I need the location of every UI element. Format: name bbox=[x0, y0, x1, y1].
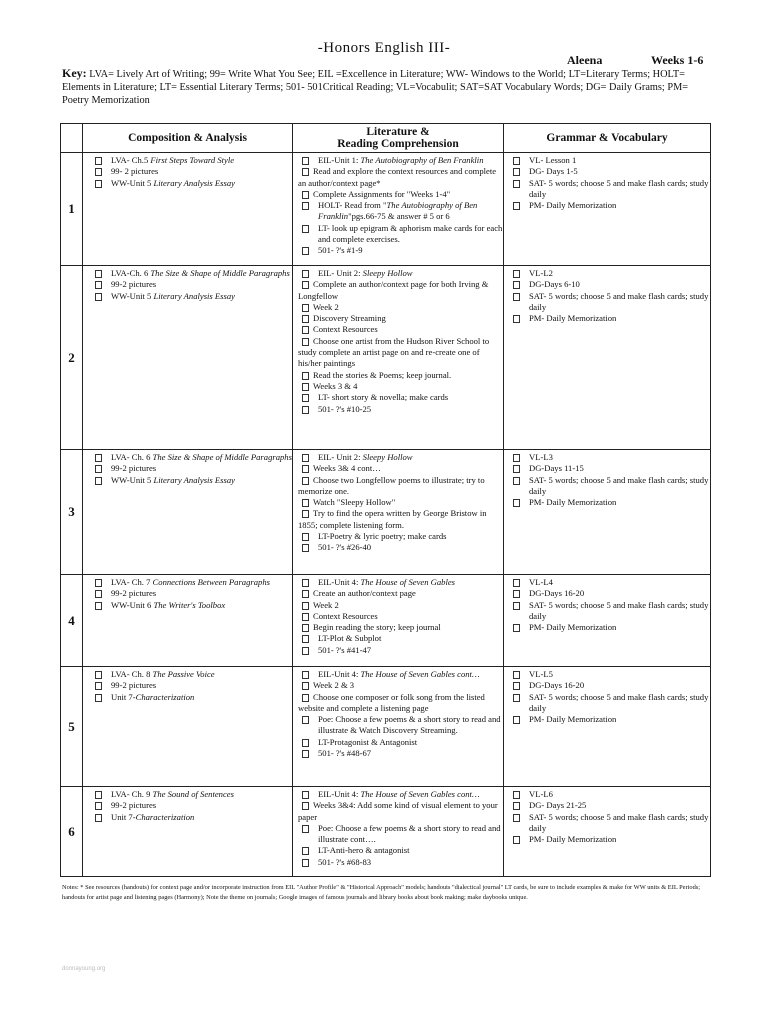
checklist-item bbox=[293, 857, 503, 868]
item-text: Weeks 3&4: Add some kind of visual element to your paper bbox=[298, 800, 498, 822]
item-text: Week 2 bbox=[313, 599, 339, 610]
week-number: 2 bbox=[61, 266, 83, 450]
item-text: Weeks 3 & 4 bbox=[313, 380, 358, 391]
checklist-item bbox=[293, 370, 503, 381]
item-text: Complete Assignments for "Weeks 1-4" bbox=[313, 188, 451, 199]
checklist-item bbox=[293, 542, 503, 553]
checklist-item: PM- Daily Memorization bbox=[504, 834, 710, 845]
composition-cell bbox=[83, 787, 293, 877]
weeks-range: Weeks 1-6 bbox=[651, 53, 704, 67]
key-text: LVA= Lively Art of Writing; 99= Write What You See; EIL =Excellence in Literature; WW- Windows to the World; LT=Literary Terms; HOLT= Elements in Literature; LT= Essential Literary Terms; 501- 501Critical Reading; VL=Vocabulit; SAT=SAT Vocabulary Words; DG= Daily Grams; PM= Poetry Memorization bbox=[62, 69, 689, 106]
week-row bbox=[61, 153, 711, 266]
item-text: Week 2 & 3 bbox=[313, 680, 355, 691]
item-text: EIL-Unit 4: bbox=[318, 669, 361, 679]
grammar-cell bbox=[504, 450, 711, 575]
item-text: Context Resources bbox=[313, 610, 378, 621]
checklist-item: SAT- 5 words; choose 5 and make flash cards; study daily bbox=[504, 178, 710, 201]
checklist-item bbox=[83, 789, 292, 800]
checklist-item bbox=[293, 622, 503, 633]
week-number: 5 bbox=[61, 667, 83, 787]
checklist-item bbox=[293, 336, 503, 370]
item-text: 99-2 pictures bbox=[111, 463, 157, 474]
checklist-item bbox=[293, 223, 503, 246]
week-row bbox=[61, 575, 711, 667]
checklist-item: SAT- 5 words; choose 5 and make flash cards; study daily bbox=[504, 291, 710, 314]
item-title: Literary Analysis Essay bbox=[153, 177, 235, 188]
item-text: LT-Poetry & lyric poetry; make cards bbox=[318, 531, 447, 542]
week-number: 6 bbox=[61, 787, 83, 877]
item-text: HOLT- Read from " bbox=[318, 200, 387, 211]
item-text: 501- ?'s #41-47 bbox=[318, 644, 372, 655]
item-text: WW-Unit 5 bbox=[111, 290, 154, 301]
checklist-item bbox=[293, 302, 503, 313]
checklist-item: DG- Days 21-25 bbox=[504, 800, 710, 811]
item-text: 99-2 pictures bbox=[111, 680, 157, 691]
checklist-item: VL-L2 bbox=[504, 268, 710, 279]
item-title: Characterization bbox=[135, 691, 195, 702]
schedule-table bbox=[60, 123, 711, 877]
checklist-item: DG-Days 16-20 bbox=[504, 588, 710, 599]
item-text: 99-2 pictures bbox=[111, 800, 157, 811]
item-text: 99-2 pictures bbox=[111, 588, 157, 599]
item-title: The Size & Shape of Middle Paragraphs bbox=[152, 452, 292, 462]
checklist-item bbox=[293, 475, 503, 498]
item-title: The House of Seven Gables bbox=[360, 577, 455, 587]
checklist-item bbox=[83, 475, 292, 486]
item-text: LVA- Ch. 6 bbox=[111, 452, 153, 462]
checklist-item: SAT- 5 words; choose 5 and make flash cards; study daily bbox=[504, 475, 710, 498]
checklist-item: SAT- 5 words; choose 5 and make flash cards; study daily bbox=[504, 692, 710, 715]
composition-cell bbox=[83, 450, 293, 575]
checklist-item: DG- Days 1-5 bbox=[504, 166, 710, 177]
checklist-item bbox=[293, 680, 503, 691]
checklist-item bbox=[83, 291, 292, 302]
checklist-item: VL-L4 bbox=[504, 577, 710, 588]
item-text: 501- ?'s #1-9 bbox=[318, 245, 363, 256]
week-number: 4 bbox=[61, 575, 83, 667]
checklist-item bbox=[293, 531, 503, 542]
literature-header-line1: Literature & bbox=[366, 126, 430, 138]
item-text: Weeks 3& 4 cont… bbox=[313, 463, 381, 474]
week-header bbox=[61, 124, 83, 153]
literature-header bbox=[293, 124, 504, 153]
item-title: The House of Seven Gables cont… bbox=[360, 669, 480, 679]
checklist-item bbox=[293, 800, 503, 823]
item-text: EIL- Unit 2: bbox=[318, 452, 363, 462]
item-text: EIL-Unit 1: bbox=[318, 155, 361, 165]
checklist-item: VL- Lesson 1 bbox=[504, 155, 710, 166]
item-text: "pgs.66-75 & answer # 5 or 6 bbox=[348, 211, 450, 222]
composition-cell bbox=[83, 667, 293, 787]
literature-cell bbox=[293, 575, 504, 667]
checklist-item bbox=[83, 588, 292, 599]
checklist-item bbox=[293, 200, 503, 223]
notes: Notes: * See resources (handouts) for context page and/or incorporate instruction from EIL "Author Profile" & "Historical Approach" models; handouts "dialectical journal" LT cards, be sure to include examples & make for WW units & EIL Periods; handouts for artist page and listening pages (Harmony); Note the theme on journals; Google images of famous journals and library books about book making; make daybooks unique. bbox=[62, 884, 701, 901]
checklist-item bbox=[293, 463, 503, 474]
week-row bbox=[61, 266, 711, 450]
student-name: Aleena bbox=[567, 53, 603, 67]
item-text: Poe: Choose a few poems & a short story to read and illustrate & Watch Discovery Streaming. bbox=[318, 714, 501, 736]
checklist-item bbox=[293, 633, 503, 644]
checklist-item bbox=[293, 669, 503, 680]
item-text: 501- ?'s #68-83 bbox=[318, 856, 372, 867]
item-text: Begin reading the story; keep journal bbox=[313, 622, 441, 633]
item-text: Complete an author/context page for both Irving & Longfellow bbox=[298, 279, 489, 301]
checklist-item bbox=[293, 645, 503, 656]
item-title: Sleepy Hollow bbox=[362, 452, 413, 462]
item-title: Sleepy Hollow bbox=[362, 268, 413, 278]
checklist-item bbox=[293, 268, 503, 279]
item-text: EIL-Unit 4: bbox=[318, 789, 361, 799]
item-text: Poe: Choose a few poems & a short story to read and illustrate cont…. bbox=[318, 822, 501, 845]
item-text: Watch "Sleepy Hollow" bbox=[313, 497, 396, 508]
checklist-item: PM- Daily Memorization bbox=[504, 714, 710, 725]
item-text: Context Resources bbox=[313, 324, 378, 335]
item-title: The Size & Shape of Middle Paragraphs bbox=[150, 268, 290, 278]
checklist-item bbox=[293, 600, 503, 611]
item-text: 501- ?'s #10-25 bbox=[318, 403, 372, 414]
checklist-item: DG-Days 16-20 bbox=[504, 680, 710, 691]
week-number: 1 bbox=[61, 153, 83, 266]
grammar-cell bbox=[504, 787, 711, 877]
literature-header-line2: Reading Comprehension bbox=[337, 138, 459, 150]
checklist-item: DG-Days 6-10 bbox=[504, 279, 710, 290]
composition-header: Composition & Analysis bbox=[83, 124, 293, 153]
checklist-item bbox=[293, 845, 503, 856]
checklist-item bbox=[293, 155, 503, 166]
checklist-item bbox=[293, 166, 503, 189]
item-text: Week 2 bbox=[313, 301, 339, 312]
checklist-item bbox=[83, 155, 292, 166]
item-text: 99-2 pictures bbox=[111, 279, 157, 290]
checklist-item: PM- Daily Memorization bbox=[504, 622, 710, 633]
item-text: LVA-Ch. 6 bbox=[111, 268, 151, 278]
checklist-item bbox=[293, 789, 503, 800]
checklist-item bbox=[293, 737, 503, 748]
grammar-cell bbox=[504, 667, 711, 787]
checklist-item bbox=[293, 279, 503, 302]
item-title: The Autobiography of Ben Franklin bbox=[318, 200, 478, 222]
checklist-item bbox=[83, 800, 292, 811]
checklist-item bbox=[293, 714, 503, 737]
item-text: WW-Unit 5 bbox=[111, 474, 154, 485]
week-row bbox=[61, 787, 711, 877]
item-text: LVA- Ch.5 bbox=[111, 155, 151, 165]
item-title: The Sound of Sentences bbox=[152, 789, 234, 799]
checklist-item bbox=[293, 588, 503, 599]
grammar-cell bbox=[504, 153, 711, 266]
key-legend bbox=[62, 67, 712, 107]
item-text: LT-Protagonist & Antagonist bbox=[318, 736, 418, 747]
checklist-item: DG-Days 11-15 bbox=[504, 463, 710, 474]
checklist-item bbox=[293, 392, 503, 403]
checklist-item: PM- Daily Memorization bbox=[504, 200, 710, 211]
item-title: First Steps Toward Style bbox=[150, 155, 235, 165]
header-row bbox=[61, 124, 711, 153]
literature-cell bbox=[293, 667, 504, 787]
checklist-item bbox=[293, 324, 503, 335]
checklist-item: VL-L3 bbox=[504, 452, 710, 463]
item-text: Unit 7- bbox=[111, 811, 136, 822]
item-text: Unit 7- bbox=[111, 691, 136, 702]
composition-cell bbox=[83, 266, 293, 450]
item-text: LVA- Ch. 9 bbox=[111, 789, 153, 799]
item-title: The Autobiography of Ben Franklin bbox=[360, 155, 484, 165]
document-title: -Honors English III- bbox=[317, 40, 451, 56]
checklist-item bbox=[293, 452, 503, 463]
item-text: 99- 2 pictures bbox=[111, 166, 159, 177]
checklist-item bbox=[293, 381, 503, 392]
grammar-header: Grammar & Vocabulary bbox=[504, 124, 711, 153]
literature-cell bbox=[293, 787, 504, 877]
item-text: LT- look up epigram & aphorism make cards for each and complete exercises. bbox=[318, 222, 503, 245]
item-title: Connections Between Paragraphs bbox=[152, 577, 270, 587]
item-title: The House of Seven Gables cont… bbox=[360, 789, 480, 799]
week-number: 3 bbox=[61, 450, 83, 575]
literature-cell bbox=[293, 153, 504, 266]
checklist-item bbox=[293, 611, 503, 622]
item-text: LVA- Ch. 8 bbox=[111, 669, 153, 679]
checklist-item: SAT- 5 words; choose 5 and make flash cards; study daily bbox=[504, 812, 710, 835]
week-row bbox=[61, 450, 711, 575]
composition-cell bbox=[83, 153, 293, 266]
checklist-item bbox=[293, 245, 503, 256]
item-title: The Writer's Toolbox bbox=[153, 599, 226, 610]
checklist-item bbox=[83, 692, 292, 703]
checklist-item bbox=[293, 497, 503, 508]
grammar-cell bbox=[504, 266, 711, 450]
checklist-item bbox=[83, 279, 292, 290]
checklist-item: SAT- 5 words; choose 5 and make flash cards; study daily bbox=[504, 600, 710, 623]
checklist-item bbox=[83, 178, 292, 189]
composition-cell bbox=[83, 575, 293, 667]
item-text: Create an author/context page bbox=[313, 588, 416, 599]
item-title: Characterization bbox=[135, 811, 195, 822]
checklist-item bbox=[83, 669, 292, 680]
checklist-item bbox=[83, 463, 292, 474]
footer-source: donnayoung.org bbox=[62, 966, 106, 972]
checklist-item: VL-L5 bbox=[504, 669, 710, 680]
literature-cell bbox=[293, 450, 504, 575]
checklist-item: VL-L6 bbox=[504, 789, 710, 800]
checklist-item bbox=[293, 508, 503, 531]
checklist-item bbox=[293, 823, 503, 846]
item-title: Literary Analysis Essay bbox=[153, 474, 235, 485]
item-text: EIL- Unit 2: bbox=[318, 268, 363, 278]
item-title: Literary Analysis Essay bbox=[153, 290, 235, 301]
checklist-item bbox=[83, 577, 292, 588]
checklist-item bbox=[293, 313, 503, 324]
item-text: Discovery Streaming bbox=[313, 313, 386, 324]
item-text: LT-Plot & Subplot bbox=[318, 633, 382, 644]
checklist-item bbox=[293, 692, 503, 715]
checklist-item: PM- Daily Memorization bbox=[504, 313, 710, 324]
item-text: EIL-Unit 4: bbox=[318, 577, 361, 587]
item-text: LT-Anti-hero & antagonist bbox=[318, 845, 410, 856]
literature-cell bbox=[293, 266, 504, 450]
item-text: Read the stories & Poems; keep journal. bbox=[313, 369, 452, 380]
checklist-item bbox=[83, 166, 292, 177]
week-row bbox=[61, 667, 711, 787]
item-text: WW-Unit 6 bbox=[111, 599, 154, 610]
checklist-item: PM- Daily Memorization bbox=[504, 497, 710, 508]
item-text: LT- short story & novella; make cards bbox=[318, 392, 449, 403]
item-text: Choose one composer or folk song from the listed website and complete a listening page bbox=[298, 691, 485, 713]
checklist-item bbox=[293, 404, 503, 415]
checklist-item bbox=[293, 577, 503, 588]
item-text: 501- ?'s #26-40 bbox=[318, 542, 372, 553]
item-text: Choose two Longfellow poems to illustrate; try to memorize one. bbox=[298, 474, 485, 496]
key-label: Key: bbox=[62, 66, 87, 80]
checklist-item bbox=[293, 189, 503, 200]
checklist-item bbox=[83, 600, 292, 611]
item-text: LVA- Ch. 7 bbox=[111, 577, 153, 587]
checklist-item bbox=[83, 268, 292, 279]
grammar-cell bbox=[504, 575, 711, 667]
checklist-item bbox=[83, 812, 292, 823]
item-text: Read and explore the context resources and complete an author/context page* bbox=[298, 166, 497, 188]
checklist-item bbox=[293, 748, 503, 759]
item-text: WW-Unit 5 bbox=[111, 177, 154, 188]
checklist-item bbox=[83, 452, 292, 463]
item-text: 501- ?'s #48-67 bbox=[318, 748, 372, 759]
item-text: Choose one artist from the Hudson River School to study complete an artist page on and re-create one of his/her paintings bbox=[298, 335, 490, 369]
item-text: Try to find the opera written by George Bristow in 1855; complete listening form. bbox=[298, 508, 487, 530]
item-title: The Passive Voice bbox=[152, 669, 215, 679]
checklist-item bbox=[83, 680, 292, 691]
